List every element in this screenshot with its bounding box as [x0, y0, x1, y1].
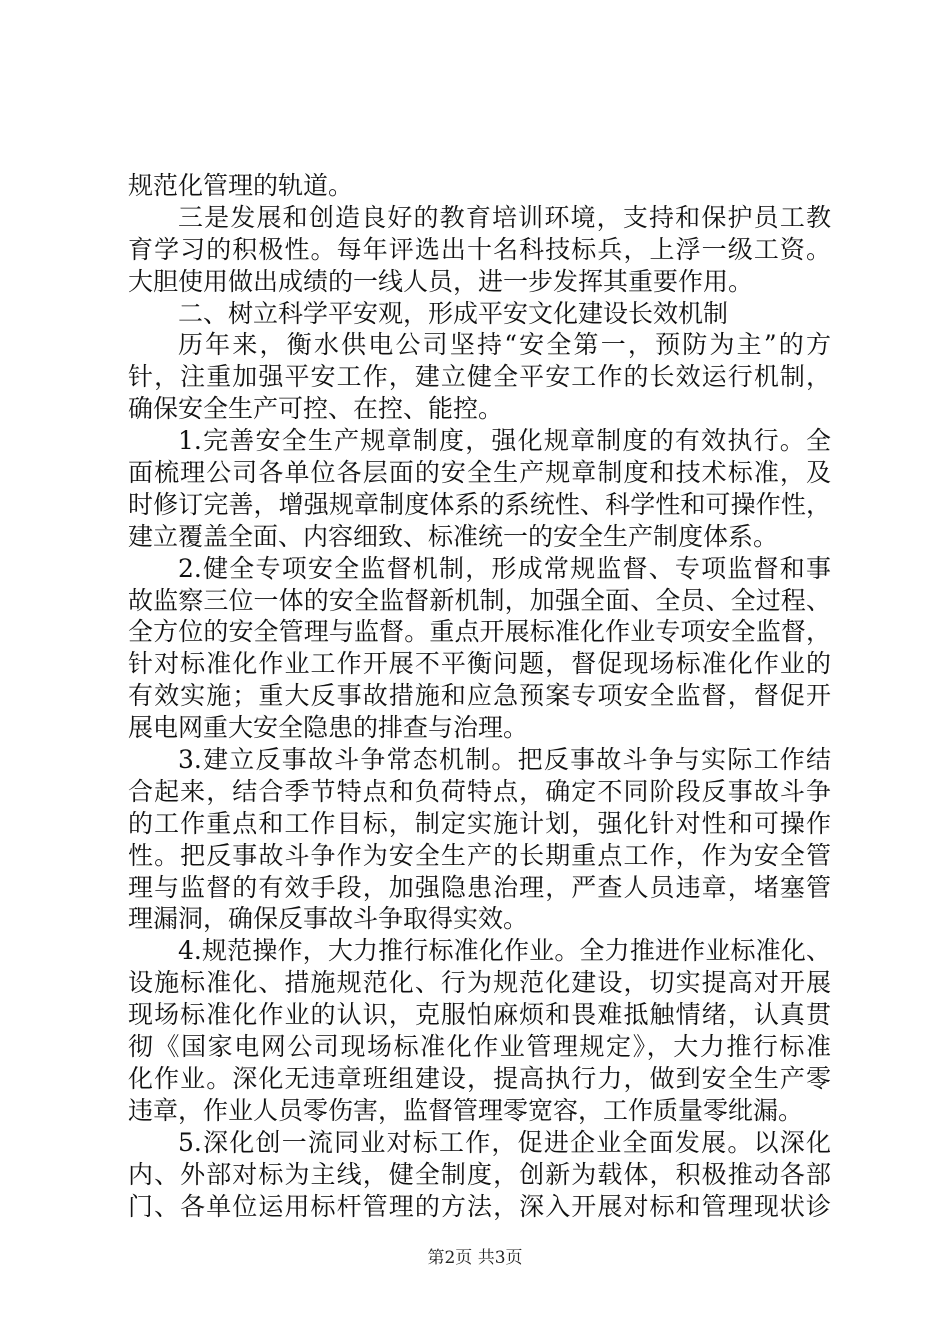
text-line: 展电网重大安全隐患的排查与治理。 — [128, 713, 529, 743]
text-line: 理漏洞，确保反事故斗争取得实效。 — [128, 904, 529, 934]
text-line: 时修订完善，增强规章制度体系的系统性、科学性和可操作性， — [128, 489, 831, 519]
text-line: 育学习的积极性。每年评选出十名科技标兵，上浮一级工资。 — [128, 234, 831, 264]
text-line: 3.建立反事故斗争常态机制。把反事故斗争与实际工作结 — [178, 745, 831, 775]
text-line: 大胆使用做出成绩的一线人员，进一步发挥其重要作用。 — [128, 266, 754, 296]
text-line: 有效实施；重大反事故措施和应急预案专项安全监督，督促开 — [128, 681, 831, 711]
text-line: 2.健全专项安全监督机制，形成常规监督、专项监督和事 — [178, 553, 831, 583]
text-line: 4.规范操作，大力推行标准化作业。全力推进作业标准化、 — [178, 936, 831, 966]
text-line: 全方位的安全管理与监督。重点开展标准化作业专项安全监督， — [128, 617, 831, 647]
text-line: 门、各单位运用标杆管理的方法，深入开展对标和管理现状诊 — [128, 1191, 831, 1221]
text-line: 针，注重加强平安工作，建立健全平安工作的长效运行机制， — [128, 362, 831, 392]
section-heading: 二、树立科学平安观，形成平安文化建设长效机制 — [178, 298, 729, 328]
text-line: 违章，作业人员零伤害，监督管理零宽容，工作质量零纰漏。 — [128, 1095, 804, 1125]
text-line: 规范化管理的轨道。 — [128, 171, 354, 200]
text-line: 的工作重点和工作目标，制定实施计划，强化针对性和可操作 — [128, 808, 831, 838]
text-line: 5.深化创一流同业对标工作，促进企业全面发展。以深化 — [178, 1127, 831, 1157]
text-line: 历年来，衡水供电公司坚持“安全第一，预防为主”的方 — [178, 330, 831, 360]
text-line: 理与监督的有效手段，加强隐患治理，严查人员违章，堵塞管 — [128, 872, 831, 902]
text-line: 性。把反事故斗争作为安全生产的长期重点工作，作为安全管 — [128, 840, 831, 870]
text-line: 设施标准化、措施规范化、行为规范化建设，切实提高对开展 — [128, 968, 831, 998]
text-line: 故监察三位一体的安全监督新机制，加强全面、全员、全过程、 — [128, 585, 831, 615]
text-line: 彻《国家电网公司现场标准化作业管理规定》，大力推行标准 — [128, 1032, 831, 1062]
text-line: 确保安全生产可控、在控、能控。 — [128, 394, 504, 424]
text-line: 针对标准化作业工作开展不平衡问题，督促现场标准化作业的 — [128, 649, 831, 679]
text-line: 面梳理公司各单位各层面的安全生产规章制度和技术标准，及 — [128, 458, 831, 488]
text-line: 三是发展和创造良好的教育培训环境，支持和保护员工教 — [178, 202, 831, 232]
text-line: 建立覆盖全面、内容细致、标准统一的安全生产制度体系。 — [128, 521, 779, 551]
text-line: 内、外部对标为主线，健全制度，创新为载体，积极推动各部 — [128, 1159, 831, 1189]
text-line: 1.完善安全生产规章制度，强化规章制度的有效执行。全 — [178, 426, 831, 456]
text-line: 现场标准化作业的认识，克服怕麻烦和畏难抵触情绪，认真贯 — [128, 1000, 831, 1030]
text-line: 化作业。深化无违章班组建设，提高执行力，做到安全生产零 — [128, 1063, 831, 1093]
text-line: 合起来，结合季节特点和负荷特点，确定不同阶段反事故斗争 — [128, 776, 831, 806]
document-body — [128, 170, 831, 1222]
page-number: 第2页 共3页 — [427, 1248, 523, 1268]
